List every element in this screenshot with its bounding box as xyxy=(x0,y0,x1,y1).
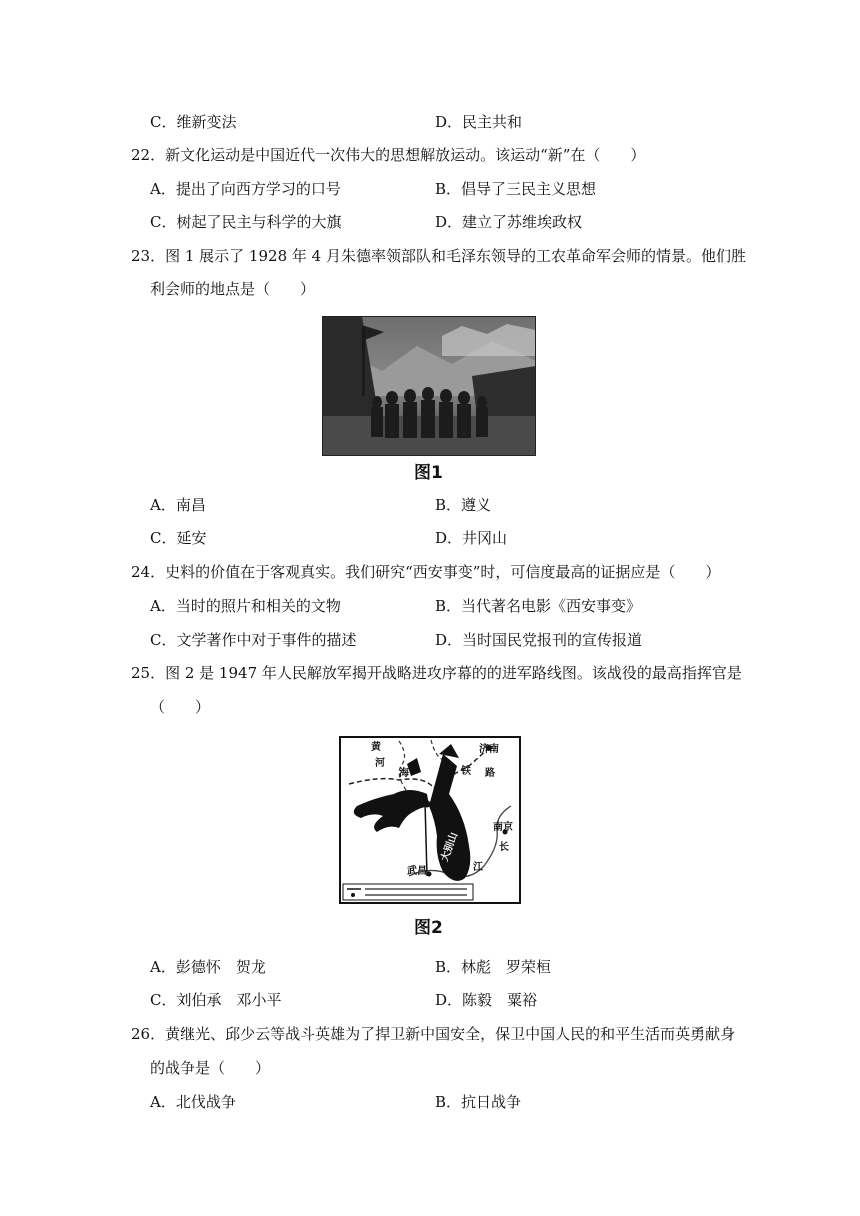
q26-option-b: B．抗日战争 xyxy=(435,1093,522,1111)
meeting-painting-image xyxy=(322,316,536,456)
map-label-huang: 黄 xyxy=(371,742,381,753)
figure-2-map xyxy=(339,736,521,904)
q21-option-c: C．维新变法 xyxy=(150,113,237,131)
map-label-wuchang: 武昌 xyxy=(407,866,427,877)
q26-stem-line2: 的战争是（ ） xyxy=(150,1059,271,1077)
map-label-chang: 长 xyxy=(499,842,509,853)
q22-stem: 22．新文化运动是中国近代一次伟大的思想解放运动。该运动“新”在（ ） xyxy=(131,146,646,164)
map-label-nanjing: 南京 xyxy=(493,822,513,833)
q23-stem-line1: 23．图 1 展示了 1928 年 4 月朱德率领部队和毛泽东领导的工农革命军会师的情景。他们胜 xyxy=(131,247,746,265)
q23-stem-line2: 利会师的地点是（ ） xyxy=(150,280,316,298)
map-label-hai: 海 xyxy=(399,768,409,779)
map-label-jinan: 济南 xyxy=(479,744,499,755)
q24-stem: 24．史料的价值在于客观真实。我们研究“西安事变”时，可信度最高的证据应是（ ） xyxy=(131,563,721,581)
campaign-route-map xyxy=(339,736,521,904)
q24-option-c: C．文学著作中对于事件的描述 xyxy=(150,631,357,649)
q23-option-d: D．井冈山 xyxy=(435,529,508,547)
q26-stem-line1: 26．黄继光、邱少云等战斗英雄为了捍卫新中国安全，保卫中国人民的和平生活而英勇献身 xyxy=(131,1025,736,1043)
q22-option-c: C．树起了民主与科学的大旗 xyxy=(150,213,342,231)
q23-option-a: A．南昌 xyxy=(150,496,206,514)
q25-stem-line2: （ ） xyxy=(150,698,211,716)
q25-option-b: B．林彪 罗荣桓 xyxy=(435,958,552,976)
q21-option-d: D．民主共和 xyxy=(435,113,523,131)
q24-option-a: A．当时的照片和相关的文物 xyxy=(150,597,341,615)
q23-option-b: B．遵义 xyxy=(435,496,492,514)
q24-option-d: D．当时国民党报刊的宣传报道 xyxy=(435,631,643,649)
figure-1-caption: 图1 xyxy=(414,463,443,483)
q23-option-c: C．延安 xyxy=(150,529,207,547)
q25-option-a: A．彭德怀 贺龙 xyxy=(150,958,266,976)
q26-option-a: A．北伐战争 xyxy=(150,1093,236,1111)
map-label-tie: 铁 xyxy=(461,766,471,777)
map-label-jiang: 江 xyxy=(473,862,483,873)
map-label-dabie: 大别山 xyxy=(439,831,461,864)
q22-option-b: B．倡导了三民主义思想 xyxy=(435,180,597,198)
q24-option-b: B．当代著名电影《西安事变》 xyxy=(435,597,642,615)
q25-option-d: D．陈毅 粟裕 xyxy=(435,991,538,1009)
figure-1-photo xyxy=(322,316,536,456)
figure-2-caption: 图2 xyxy=(414,918,443,938)
q25-stem-line1: 25．图 2 是 1947 年人民解放军揭开战略进攻序幕的的进军路线图。该战役的最高指挥官是 xyxy=(131,664,742,682)
map-label-he: 河 xyxy=(375,758,385,769)
q22-option-d: D．建立了苏维埃政权 xyxy=(435,213,583,231)
q22-option-a: A．提出了向西方学习的口号 xyxy=(150,180,341,198)
map-label-lu: 路 xyxy=(485,768,495,779)
q25-option-c: C．刘伯承 邓小平 xyxy=(150,991,282,1009)
